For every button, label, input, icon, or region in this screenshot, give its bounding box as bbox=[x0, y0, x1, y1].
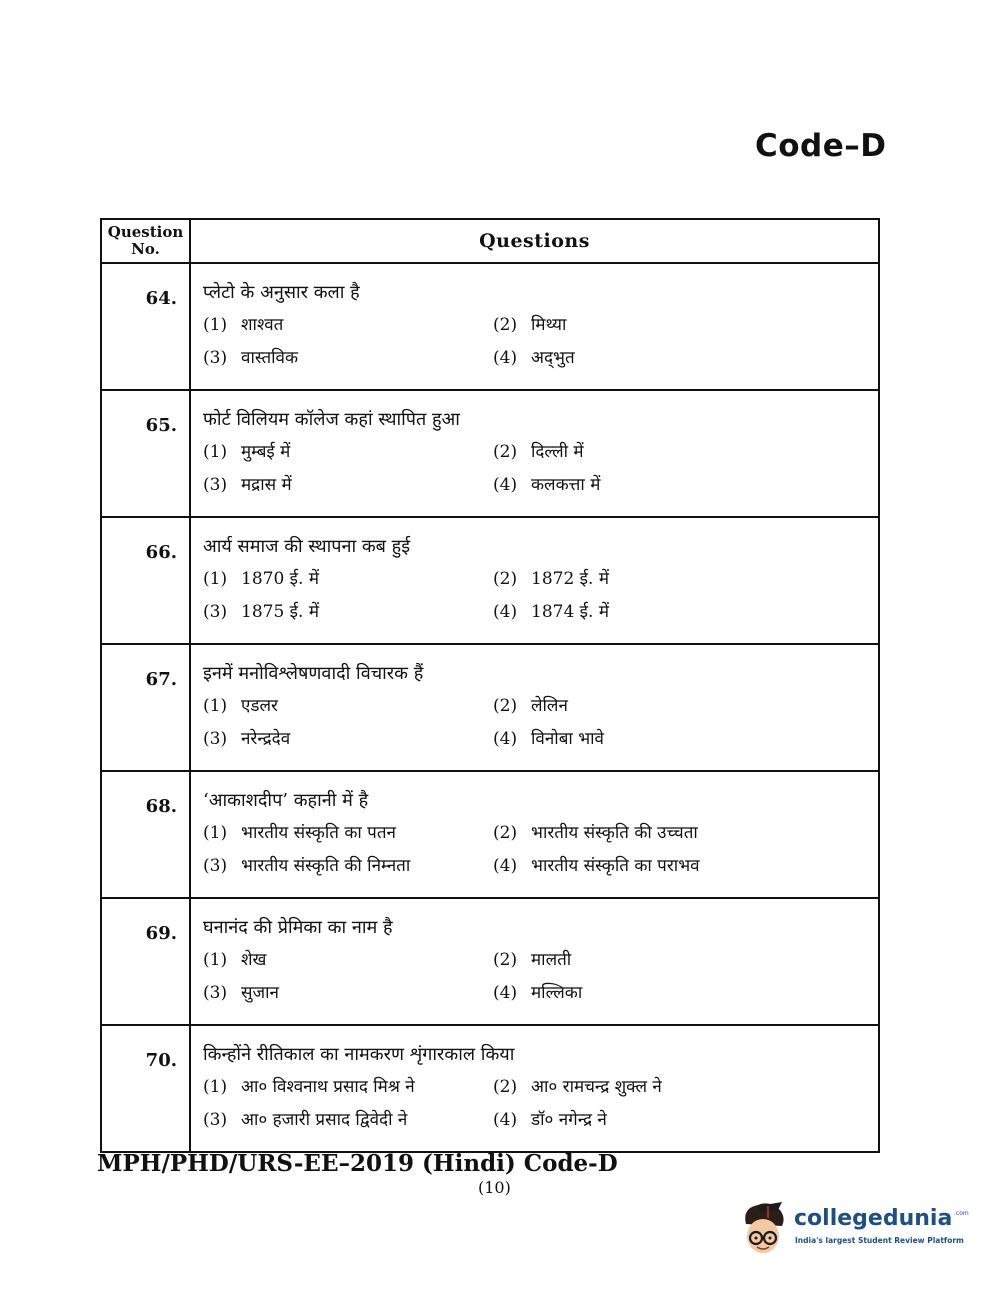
option-number: (2) bbox=[493, 950, 518, 970]
option-item bbox=[203, 439, 493, 462]
option-number: (1) bbox=[203, 569, 228, 589]
option-number: (3) bbox=[203, 602, 228, 622]
option-item bbox=[203, 472, 493, 495]
option-item bbox=[203, 599, 493, 622]
question-text: घनानंद की प्रेमिका का नाम है bbox=[203, 917, 393, 938]
option-number: (2) bbox=[493, 1077, 518, 1097]
option-number: (4) bbox=[493, 983, 518, 1003]
option-number: (2) bbox=[493, 442, 518, 462]
option-item bbox=[493, 1107, 866, 1130]
question-number: 66. bbox=[101, 517, 190, 644]
question-text: इनमें मनोविश्लेषणवादी विचारक हैं bbox=[203, 663, 424, 684]
option-text: आ० रामचन्द्र शुक्ल ने bbox=[531, 1077, 662, 1097]
question-cell bbox=[190, 1025, 879, 1152]
option-number: (3) bbox=[203, 856, 228, 876]
option-item bbox=[203, 1074, 493, 1097]
option-text: डॉ० नगेन्द्र ने bbox=[531, 1110, 607, 1130]
question-table bbox=[100, 218, 880, 1153]
question-row bbox=[101, 1025, 879, 1152]
option-number: (4) bbox=[493, 1110, 518, 1130]
question-cell bbox=[190, 263, 879, 390]
page-number: (10) bbox=[478, 1178, 511, 1197]
option-item bbox=[203, 853, 493, 876]
option-text: मिथ्या bbox=[531, 315, 567, 335]
option-item bbox=[203, 1107, 493, 1130]
option-item bbox=[203, 312, 493, 335]
option-number: (1) bbox=[203, 950, 228, 970]
option-text: भारतीय संस्कृति की निम्नता bbox=[241, 856, 411, 876]
option-item bbox=[203, 693, 493, 716]
question-number: 69. bbox=[101, 898, 190, 1025]
option-number: (1) bbox=[203, 442, 228, 462]
question-text: किन्होंने रीतिकाल का नामकरण शृंगारकाल किया bbox=[203, 1044, 515, 1065]
option-text: नरेन्द्रदेव bbox=[241, 729, 291, 749]
option-number: (4) bbox=[493, 475, 518, 495]
option-item bbox=[493, 693, 866, 716]
option-item bbox=[203, 345, 493, 368]
option-list bbox=[203, 1074, 866, 1130]
option-item bbox=[493, 439, 866, 462]
option-list bbox=[203, 566, 866, 622]
option-list bbox=[203, 693, 866, 749]
question-text: फोर्ट विलियम कॉलेज कहां स्थापित हुआ bbox=[203, 409, 460, 430]
option-item bbox=[493, 566, 866, 589]
option-item bbox=[493, 312, 866, 335]
question-row bbox=[101, 898, 879, 1025]
option-number: (2) bbox=[493, 696, 518, 716]
option-number: (2) bbox=[493, 569, 518, 589]
question-number: 64. bbox=[101, 263, 190, 390]
option-list bbox=[203, 820, 866, 876]
option-text: शेख bbox=[241, 950, 267, 970]
option-text: आ० विश्वनाथ प्रसाद मिश्र ने bbox=[241, 1077, 415, 1097]
option-text: मालती bbox=[531, 950, 572, 970]
option-item bbox=[493, 1074, 866, 1097]
option-number: (4) bbox=[493, 602, 518, 622]
option-text: मल्लिका bbox=[531, 983, 583, 1003]
option-text: लेलिन bbox=[531, 696, 568, 716]
option-list bbox=[203, 439, 866, 495]
question-text: प्लेटो के अनुसार कला है bbox=[203, 282, 360, 303]
brand-name: collegedunia bbox=[794, 1206, 953, 1231]
option-text: 1872 ई. में bbox=[531, 569, 609, 589]
exam-code: Code–D bbox=[755, 128, 887, 164]
option-item bbox=[493, 947, 866, 970]
option-number: (3) bbox=[203, 475, 228, 495]
option-item bbox=[493, 980, 866, 1003]
option-text: भारतीय संस्कृति का पराभव bbox=[531, 856, 700, 876]
option-item bbox=[493, 853, 866, 876]
question-cell bbox=[190, 771, 879, 898]
option-item bbox=[203, 980, 493, 1003]
option-number: (4) bbox=[493, 348, 518, 368]
option-number: (2) bbox=[493, 823, 518, 843]
option-text: कलकत्ता में bbox=[531, 475, 601, 495]
option-text: आ० हजारी प्रसाद द्विवेदी ने bbox=[241, 1110, 408, 1130]
option-item bbox=[493, 345, 866, 368]
question-number: 65. bbox=[101, 390, 190, 517]
option-item bbox=[203, 566, 493, 589]
option-item bbox=[493, 599, 866, 622]
option-item bbox=[493, 472, 866, 495]
question-number: 70. bbox=[101, 1025, 190, 1152]
option-text: अद्‌भुत bbox=[531, 348, 575, 368]
question-cell bbox=[190, 390, 879, 517]
option-item bbox=[493, 726, 866, 749]
question-row bbox=[101, 517, 879, 644]
option-number: (3) bbox=[203, 1110, 228, 1130]
option-item bbox=[203, 820, 493, 843]
mascot-logo-icon bbox=[738, 1200, 790, 1260]
option-item bbox=[203, 947, 493, 970]
option-text: 1870 ई. में bbox=[241, 569, 319, 589]
question-number: 68. bbox=[101, 771, 190, 898]
question-number: 67. bbox=[101, 644, 190, 771]
option-text: मुम्बई में bbox=[241, 442, 291, 462]
option-number: (3) bbox=[203, 348, 228, 368]
question-row bbox=[101, 263, 879, 390]
question-text: ‘आकाशदीप’ कहानी में है bbox=[203, 790, 369, 811]
option-item bbox=[493, 820, 866, 843]
option-text: सुजान bbox=[241, 983, 279, 1003]
table-header-row bbox=[101, 219, 879, 263]
question-list bbox=[101, 263, 879, 1152]
option-text: भारतीय संस्कृति की उच्चता bbox=[531, 823, 698, 843]
option-item bbox=[203, 726, 493, 749]
option-number: (4) bbox=[493, 856, 518, 876]
question-row bbox=[101, 390, 879, 517]
question-cell bbox=[190, 644, 879, 771]
option-number: (1) bbox=[203, 315, 228, 335]
questions-header: Questions bbox=[190, 219, 879, 263]
option-text: मद्रास में bbox=[241, 475, 292, 495]
paper-code-footer: MPH/PHD/URS-EE–2019 (Hindi) Code-D bbox=[97, 1150, 618, 1177]
question-row bbox=[101, 644, 879, 771]
option-list bbox=[203, 312, 866, 368]
option-text: विनोबा भावे bbox=[531, 729, 605, 749]
option-list bbox=[203, 947, 866, 1003]
option-number: (1) bbox=[203, 823, 228, 843]
option-text: वास्तविक bbox=[241, 348, 299, 368]
option-text: भारतीय संस्कृति का पतन bbox=[241, 823, 396, 843]
brand-tagline: India's largest Student Review Platform bbox=[795, 1236, 964, 1245]
collegedunia-watermark bbox=[738, 1198, 968, 1268]
question-text: आर्य समाज की स्थापना कब हुई bbox=[203, 536, 411, 557]
option-number: (4) bbox=[493, 729, 518, 749]
option-number: (3) bbox=[203, 983, 228, 1003]
option-text: शाश्वत bbox=[241, 315, 284, 335]
brand-tld: .com bbox=[954, 1210, 969, 1217]
option-text: एडलर bbox=[241, 696, 278, 716]
question-cell bbox=[190, 517, 879, 644]
question-row bbox=[101, 771, 879, 898]
option-number: (2) bbox=[493, 315, 518, 335]
option-number: (3) bbox=[203, 729, 228, 749]
option-number: (1) bbox=[203, 696, 228, 716]
option-text: 1875 ई. में bbox=[241, 602, 319, 622]
option-text: 1874 ई. में bbox=[531, 602, 609, 622]
question-cell bbox=[190, 898, 879, 1025]
option-text: दिल्ली में bbox=[531, 442, 584, 462]
option-number: (1) bbox=[203, 1077, 228, 1097]
question-number-header: Question No. bbox=[101, 219, 190, 263]
